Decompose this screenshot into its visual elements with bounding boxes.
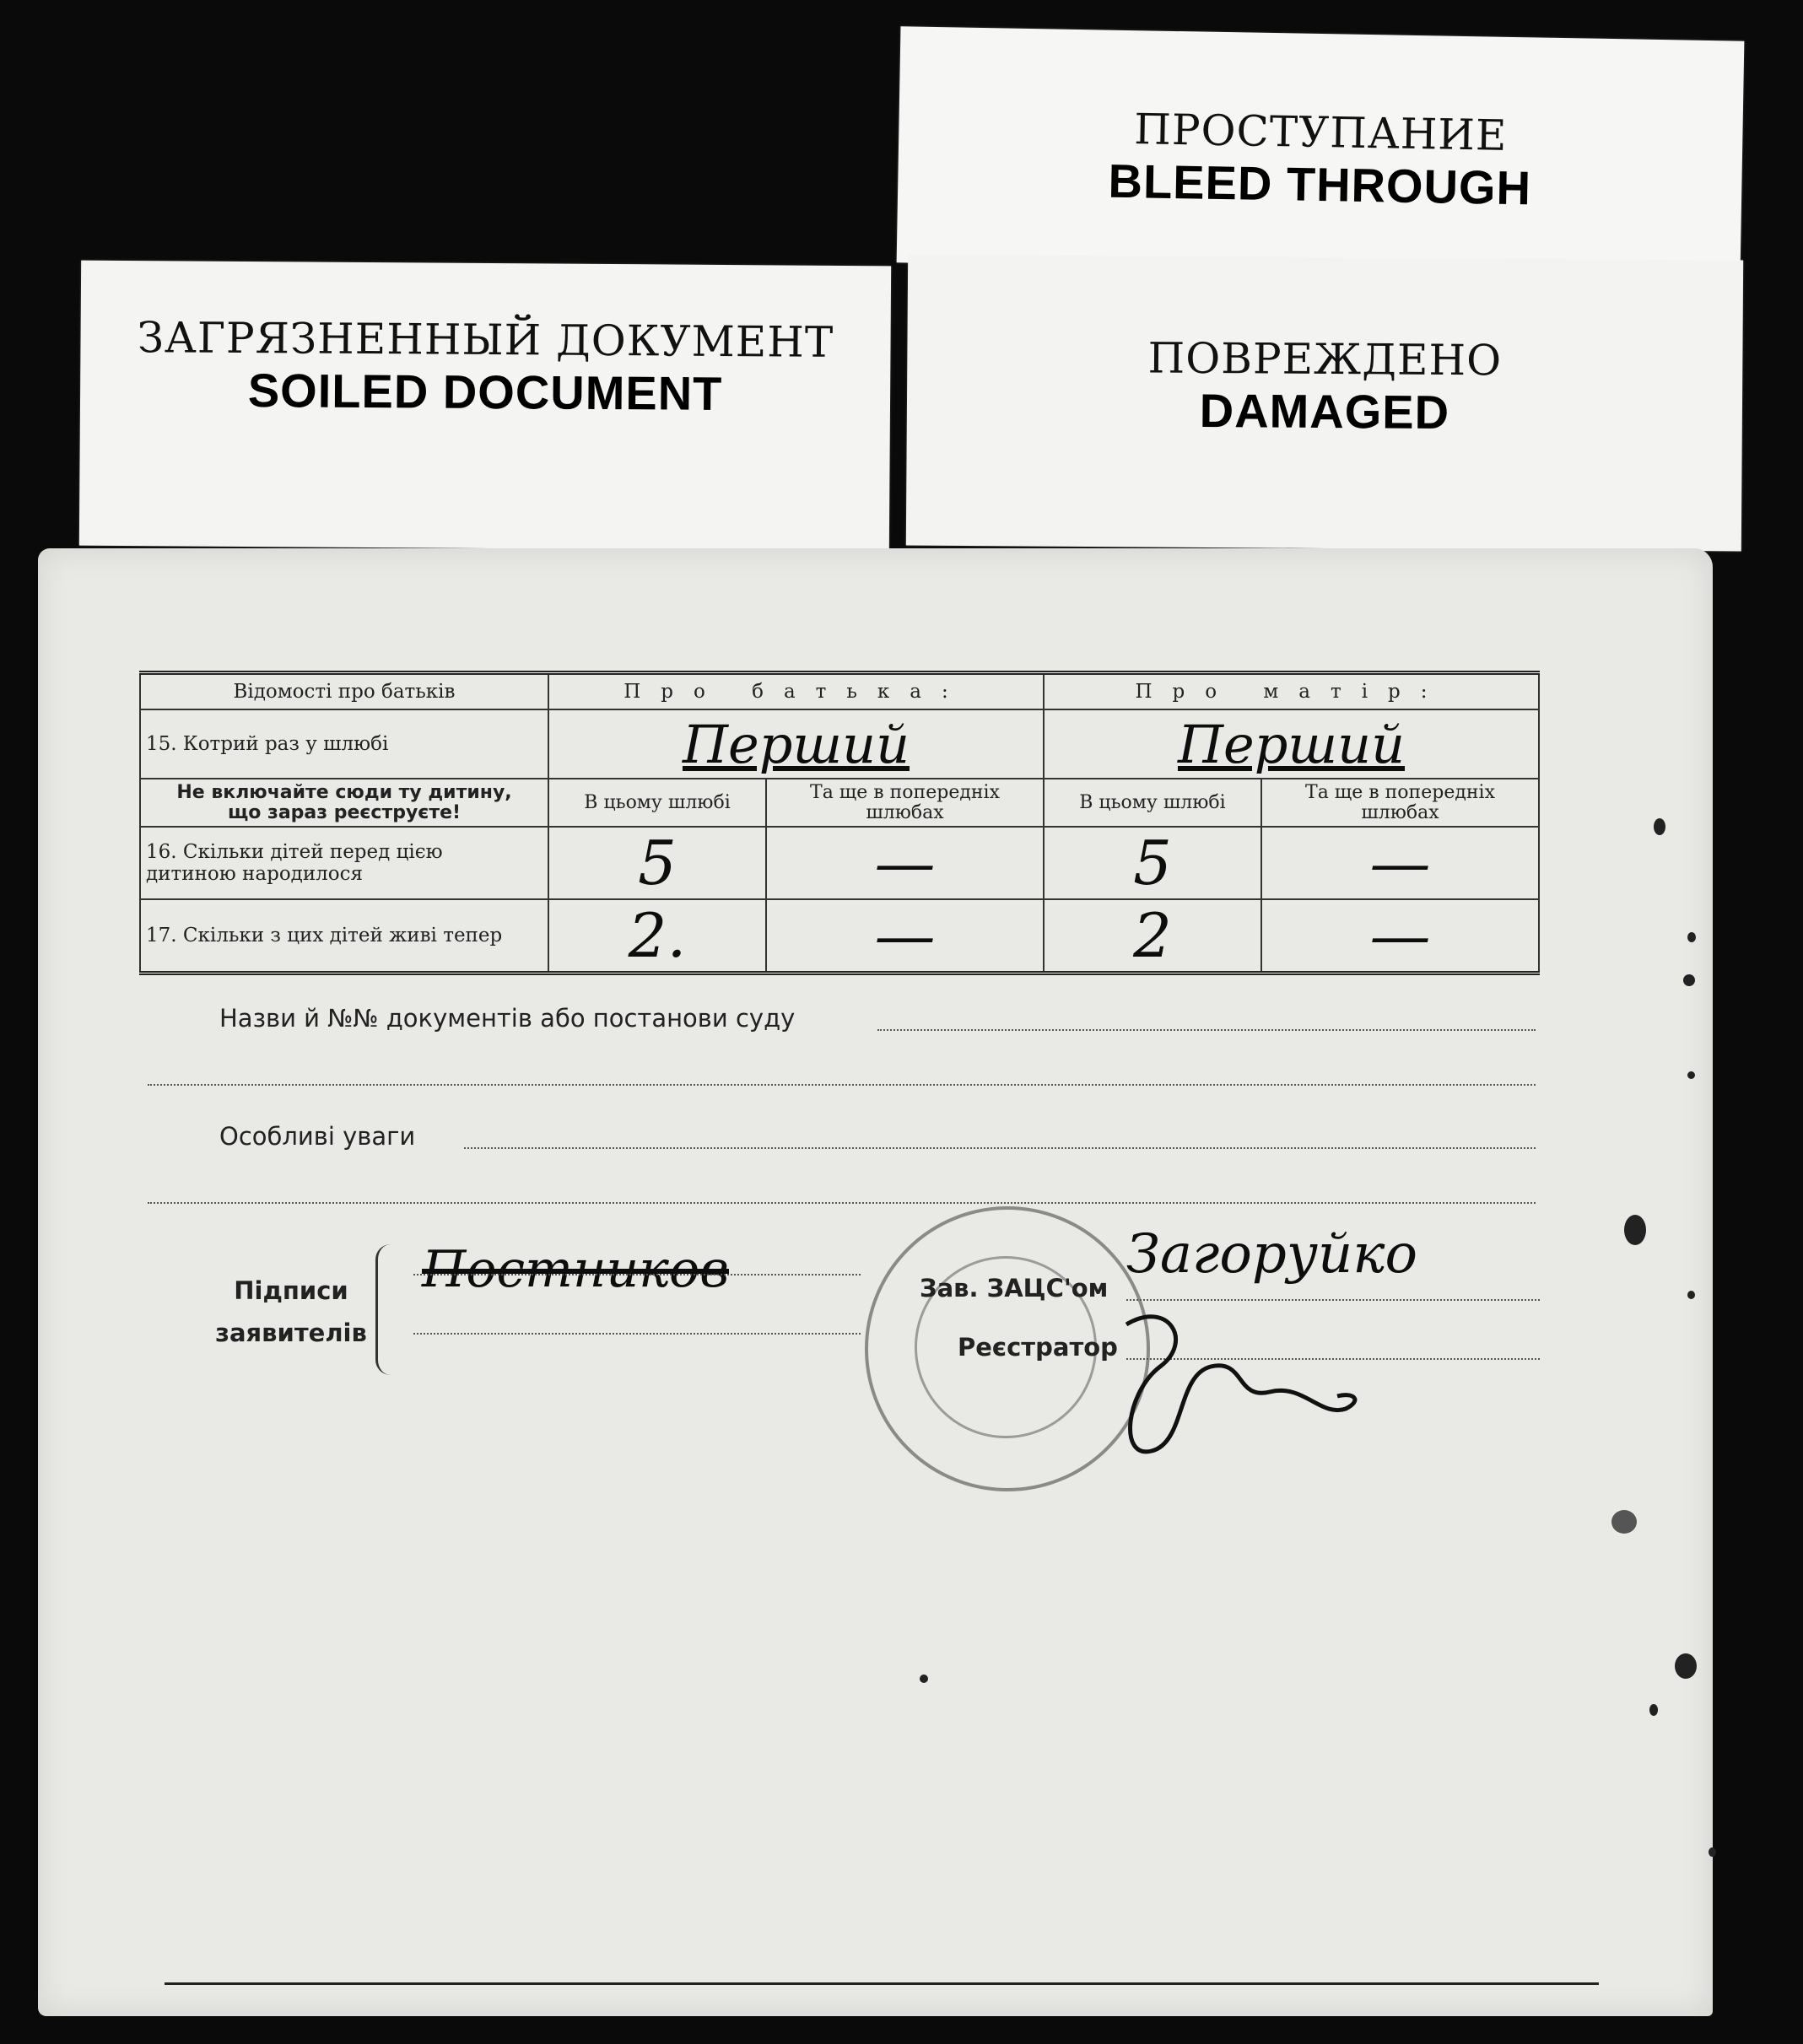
father-heading: Про батька: [548, 673, 1044, 710]
damage-hole [1683, 974, 1695, 986]
damage-hole [1649, 1704, 1658, 1716]
father-previous-line1: Та ще в попередніх [810, 781, 1000, 803]
q17-mother-this [1044, 899, 1261, 973]
q17-father-this [548, 899, 766, 973]
remarks-label: Особливі уваги [219, 1122, 416, 1151]
document-sheet [38, 548, 1713, 2016]
exclusion-note [140, 779, 548, 827]
bleed-label-ru: ПРОСТУПАНИЕ [1133, 105, 1508, 160]
q17-father-this-value: 2. [628, 900, 687, 971]
q15-mother-value [1044, 709, 1539, 779]
mother-previous-heading [1261, 779, 1539, 827]
q16-label [140, 827, 548, 899]
q16-label-line1: 16. Скільки дітей перед цією [146, 841, 443, 863]
signatures-brace [375, 1244, 397, 1375]
q16-label-line2: дитиною народилося [146, 863, 364, 885]
damage-hole [1624, 1215, 1646, 1245]
applicant-line-1 [413, 1274, 861, 1275]
head-label: Зав. ЗАЦС'ом [920, 1274, 1109, 1302]
damage-hole [920, 1675, 928, 1683]
q16-father-prev [766, 827, 1044, 899]
documents-line-2 [148, 1084, 1536, 1086]
parents-info-heading: Відомості про батьків [140, 673, 548, 710]
damage-hole [1687, 932, 1696, 942]
documents-label: Назви й №№ документів або постанови суду [219, 1004, 796, 1033]
q17-father-prev [766, 899, 1044, 973]
mother-previous-line2: шлюбах [1361, 801, 1439, 823]
q15-father-handwriting: Перший [682, 713, 910, 775]
damage-hole [1687, 1291, 1695, 1299]
signatures-label-line1: Підписи [234, 1276, 348, 1305]
applicant-signature: Постников [422, 1240, 729, 1299]
table-row [140, 899, 1539, 973]
q17-mother-prev-value: — [1369, 900, 1431, 971]
soiled-document-card [79, 261, 891, 552]
table-header-row [140, 673, 1539, 710]
q17-father-prev-value: — [874, 900, 936, 971]
parents-info-table [139, 671, 1540, 975]
damage-hole [1654, 818, 1665, 835]
signatures-label-line2: заявителів [215, 1319, 367, 1347]
q16-mother-prev-value: — [1369, 828, 1431, 898]
damage-hole [1687, 1071, 1695, 1079]
father-previous-heading [766, 779, 1044, 827]
q16-father-this-value: 5 [638, 828, 677, 898]
soiled-label-ru: ЗАГРЯЗНЕННЫЙ ДОКУМЕНТ [137, 313, 834, 367]
mother-previous-line1: Та ще в попередніх [1305, 781, 1495, 803]
q15-mother-handwriting: Перший [1177, 713, 1406, 775]
mother-heading: Про матір: [1044, 673, 1539, 710]
remarks-line-2 [148, 1202, 1536, 1204]
damage-hole [1709, 1847, 1716, 1857]
exclusion-note-line1: Не включайте сюди ту дитину, [176, 781, 512, 803]
remarks-line [464, 1147, 1536, 1149]
registrar-signature [1093, 1291, 1379, 1476]
damage-hole [1675, 1653, 1697, 1679]
damage-hole [1611, 1510, 1637, 1534]
q16-mother-this [1044, 827, 1261, 899]
mother-this-marriage-heading: В цьому шлюбі [1044, 779, 1261, 827]
q16-father-this [548, 827, 766, 899]
table-row [140, 709, 1539, 779]
bleed-label-en: BLEED THROUGH [1108, 154, 1532, 215]
registrar-label: Реєстратор [958, 1333, 1118, 1362]
head-signature: Загоруйко [1126, 1223, 1417, 1286]
exclusion-note-line2: що зараз реєструєте! [227, 801, 462, 823]
q15-father-value [548, 709, 1044, 779]
q15-label: 15. Котрий раз у шлюбі [140, 709, 548, 779]
q17-mother-prev [1261, 899, 1539, 973]
table-row [140, 779, 1539, 827]
bleed-through-card [897, 26, 1745, 277]
q16-mother-this-value: 5 [1133, 828, 1172, 898]
damaged-label-en: DAMAGED [1199, 383, 1450, 440]
documents-line [877, 1029, 1536, 1031]
q17-label: 17. Скільки з цих дітей живі тепер [140, 899, 548, 973]
father-this-marriage-heading: В цьому шлюбі [548, 779, 766, 827]
soiled-label-en: SOILED DOCUMENT [247, 364, 723, 420]
signatures-label [207, 1270, 375, 1354]
table-row [140, 827, 1539, 899]
applicant-line-2 [413, 1333, 861, 1335]
bottom-rule [165, 1982, 1599, 1985]
q16-father-prev-value: — [874, 828, 936, 898]
damaged-label-ru: ПОВРЕЖДЕНО [1147, 333, 1503, 386]
father-previous-line2: шлюбах [866, 801, 944, 823]
damaged-card [906, 255, 1743, 552]
q16-mother-prev [1261, 827, 1539, 899]
q17-mother-this-value: 2 [1133, 900, 1172, 971]
